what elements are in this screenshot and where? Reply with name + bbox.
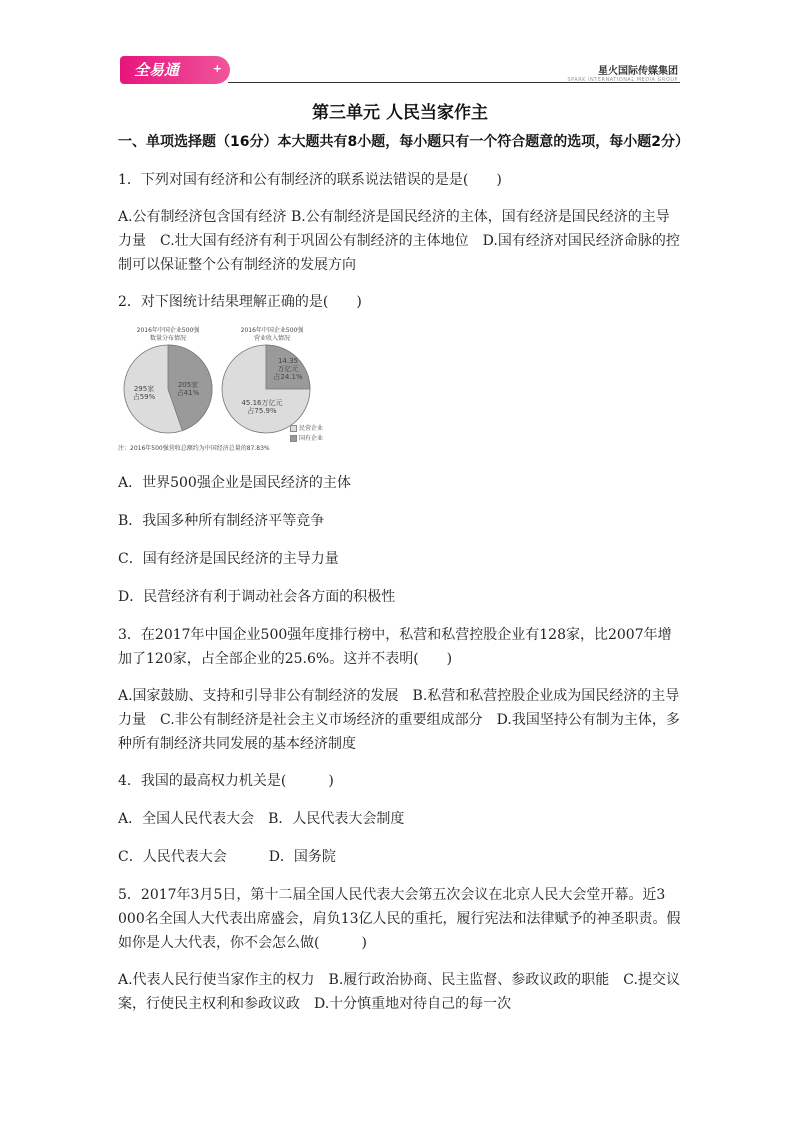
question-4-options-line-1: A．全国人民代表大会 B．人民代表大会制度: [118, 811, 405, 827]
legend-state-swatch: [290, 435, 297, 442]
publisher-name: [567, 62, 678, 83]
publisher-subtitle: SPARK INTERNATIONAL MEDIA GROUP: [567, 77, 678, 83]
question-5-options: A.代表人民行使当家作主的权力 B.履行政治协商、民主监督、参政议政的职能 C.提交议案，行使民主权利和参政议政 D.十分慎重地对待自己的每一次: [118, 972, 680, 1012]
right-pie-caption: 2016年中国企业500强 营业收入情况: [240, 327, 304, 342]
brand-logo: [120, 56, 230, 84]
question-2-stem: 2．对下图统计结果理解正确的是( ): [118, 294, 362, 310]
right-pie-label-state: 14.35 万亿元 占24.1%: [273, 357, 303, 381]
right-pie-label-private: 45.16万亿元 占75.9%: [241, 399, 283, 415]
question-2-option-a: A．世界500强企业是国民经济的主体: [118, 475, 351, 491]
question-5-stem: 5．2017年3月5日，第十二届全国人民代表大会第五次会议在北京人民大会堂开幕。近3 000名全国人大代表出席盛会，肩负13亿人民的重托，履行宪法和法律赋予的神圣职责。假如你是人大代表，你不会怎么做( ): [118, 887, 681, 951]
logo-text: 全易通: [134, 61, 180, 79]
left-pie-caption: 2016年中国企业500强 数量分布情况: [136, 327, 200, 342]
left-pie-label-state: 205家 占41%: [176, 381, 200, 397]
page-header: [120, 54, 680, 88]
logo-plus: +: [212, 62, 222, 75]
legend-state-label: 国有企业: [299, 435, 324, 442]
question-list: [118, 130, 689, 1029]
question-2-option-b: B．我国多种所有制经济平等竞争: [118, 513, 325, 529]
question-2-option-c: C．国有经济是国民经济的主导力量: [118, 551, 339, 567]
question-2-option-d: D．民营经济有利于调动社会各方面的积极性: [118, 589, 396, 605]
legend-private-label: 民营企业: [299, 425, 324, 432]
question-1-stem: 1．下列对国有经济和公有制经济的联系说法错误的是是( ): [118, 172, 502, 188]
question-3-options: A.国家鼓励、支持和引导非公有制经济的发展 B.私营和私营控股企业成为国民经济的主导力量 C.非公有制经济是社会主义市场经济的重要组成部分 D.我国坚持公有制为主体，多种所有制经济共同发展的基本经济制度: [118, 688, 680, 752]
question-3-stem: 3．在2017年中国企业500强年度排行榜中，私营和私营控股企业有128家，比2007年增加了120家，占全部企业的25.6%。这并不表明( ): [118, 627, 672, 667]
left-pie-label-private: 295家 占59%: [132, 385, 156, 401]
pie-chart-figure: [118, 327, 340, 457]
publisher-title: 星火国际传媒集团: [598, 66, 678, 77]
page-title: 第三单元 人民当家作主: [312, 103, 488, 123]
question-1-options: A.公有制经济包含国有经济 B.公有制经济是国民经济的主体，国有经济是国民经济的主导力量 C.壮大国有经济有利于巩固公有制经济的主体地位 D.国有经济对国民经济命脉的控制可以保证整个公有制经济的发展方向: [118, 209, 680, 273]
question-4-options-line-2: C．人民代表大会 D．国务院: [118, 849, 336, 865]
section-heading: 一、单项选择题（16分）本大题共有8小题，每小题只有一个符合题意的选项，每小题2分）: [118, 134, 689, 150]
figure-note: 注：2016年500强营收总额约为中国经济总量的87.83%: [118, 445, 270, 452]
question-4-stem: 4．我国的最高权力机关是( ): [118, 773, 334, 789]
